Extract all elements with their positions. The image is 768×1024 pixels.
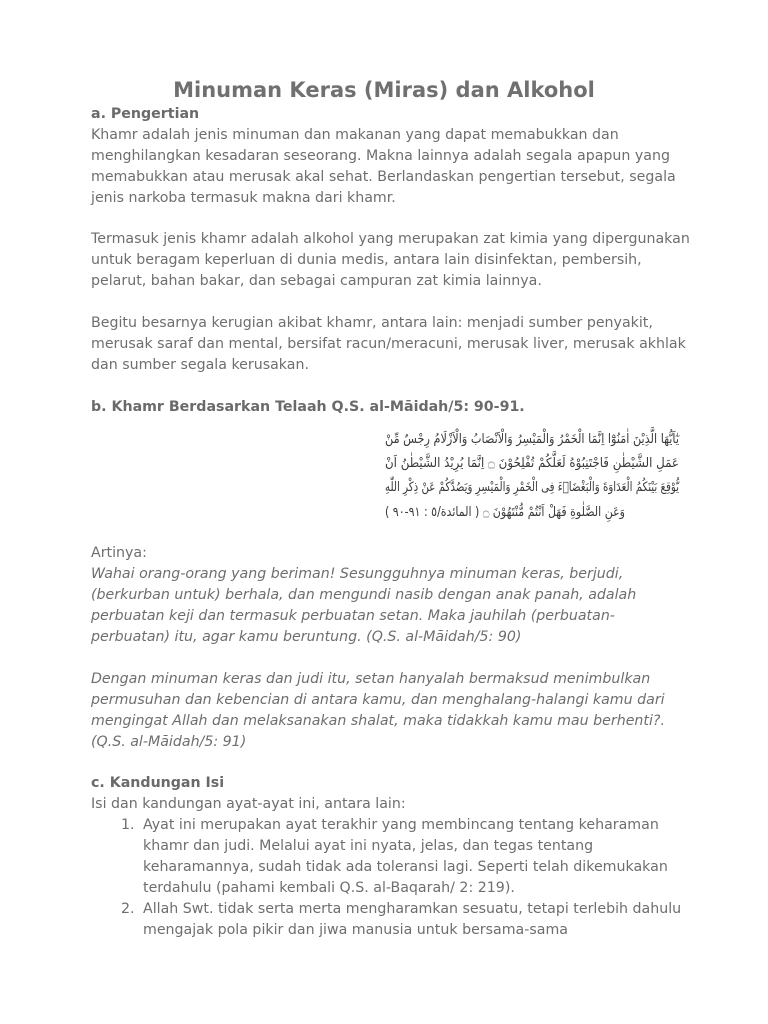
document-body <box>91 104 758 941</box>
section-b-heading: b. Khamr Berdasarkan Telaah Q.S. al-Māidah/5: 90-91. <box>91 398 525 415</box>
translation-verse-91: Dengan minuman keras dan judi itu, setan hanyalah bermaksud menimbulkan permusuhan dan kebencian di antara kamu, dan menghalang-halangi kamu dari mengingat Allah dan melaksanakan shalat, maka tidakkah kamu mau berhenti?. (Q.S. al-Māidah/5: 91) <box>91 670 665 750</box>
artinya-label: Artinya: <box>91 545 147 562</box>
section-a-heading: a. Pengertian <box>91 106 200 122</box>
list-number: 1. <box>121 817 135 834</box>
list-item-text: Allah Swt. tidak serta merta mengharamkan sesuatu, tetapi terlebih dahulu mengajak pola pikir dan jiwa manusia untuk bersama-sama <box>143 900 682 938</box>
arabic-verse-line: عَمَلِ الشَّيْطٰنِ فَاجْتَنِبُوْهُ لَعَلَّكُمْ تُفْلِحُوْنَ ۝ اِنَّمَا يُرِيْدُ الشَّيْطٰنُ اَنْ <box>385 455 698 471</box>
paragraph: Khamr adalah jenis minuman dan makanan yang dapat memabukkan dan menghilangkan kesadaran seseorang. Makna lainnya adalah segala apapun yang memabukkan atau merusak akal sehat. Berlandaskan pengertian tersebut, segala jenis narkoba termasuk makna dari khamr. <box>91 126 676 206</box>
arabic-verse-image <box>91 430 758 532</box>
list-item <box>91 899 691 941</box>
translation-verse-90: Wahai orang-orang yang beriman! Sesungguhnya minuman keras, berjudi, (berkurban untuk) berhala, dan mengundi nasib dengan anak panah, adalah perbuatan keji dan termasuk perbuatan setan. Maka jauhilah (perbuatan-perbuatan) itu, agar kamu beruntung. (Q.S. al-Māidah/5: 90) <box>91 566 637 646</box>
content-list <box>91 815 691 940</box>
arabic-verse-line: يٰٓاَيُّهَا الَّذِيْنَ اٰمَنُوْٓا اِنَّمَا الْخَمْرُ وَالْمَيْسِرُ وَالْاَنْصَابُ وَالْاَزْلَامُ رِجْسٌ مِّنْ <box>385 431 725 447</box>
paragraph: Termasuk jenis khamr adalah alkohol yang merupakan zat kimia yang dipergunakan untuk beragam keperluan di dunia medis, antara lain disinfektan, pembersih, pelarut, bahan bakar, dan sebagai campuran zat kimia lainnya. <box>91 231 690 290</box>
list-number: 2. <box>121 900 135 917</box>
page-title: Minuman Keras (Miras) dan Alkohol <box>173 78 595 102</box>
section-c-intro: Isi dan kandungan ayat-ayat ini, antara lain: <box>91 796 406 813</box>
section-c-heading: c. Kandungan Isi <box>91 775 225 792</box>
paragraph: Begitu besarnya kerugian akibat khamr, antara lain: menjadi sumber penyakit, merusak saraf dan mental, bersifat racun/meracuni, merusak liver, merusak akhlak dan sumber segala kerusakan. <box>91 315 686 373</box>
arabic-verse-line: يُّوْقِعَ بَيْنَكُمُ الْعَدَاوَةَ وَالْبَغْضَاۤءَ فِى الْخَمْرِ وَالْمَيْسِرِ وَيَصُدَّكُمْ عَنْ ذِكْرِ اللّٰهِ <box>385 479 758 495</box>
list-item <box>91 815 691 899</box>
list-item-text: Ayat ini merupakan ayat terakhir yang membincang tentang keharaman khamr dan judi. Melalui ayat ini nyata, jelas, dan tegas tentang keharamannya, sudah tidak ada toleransi lagi. Seperti telah dikemukakan terdahulu (pahami kembali Q.S. al-Baqarah/ 2: 219). <box>143 817 668 896</box>
arabic-verse-line: وَعَنِ الصَّلٰوةِ فَهَلْ اَنْتُمْ مُّنْتَهُوْنَ ۝ ( المائدة/٥ : ٩١-٩٠ ) <box>385 504 650 520</box>
